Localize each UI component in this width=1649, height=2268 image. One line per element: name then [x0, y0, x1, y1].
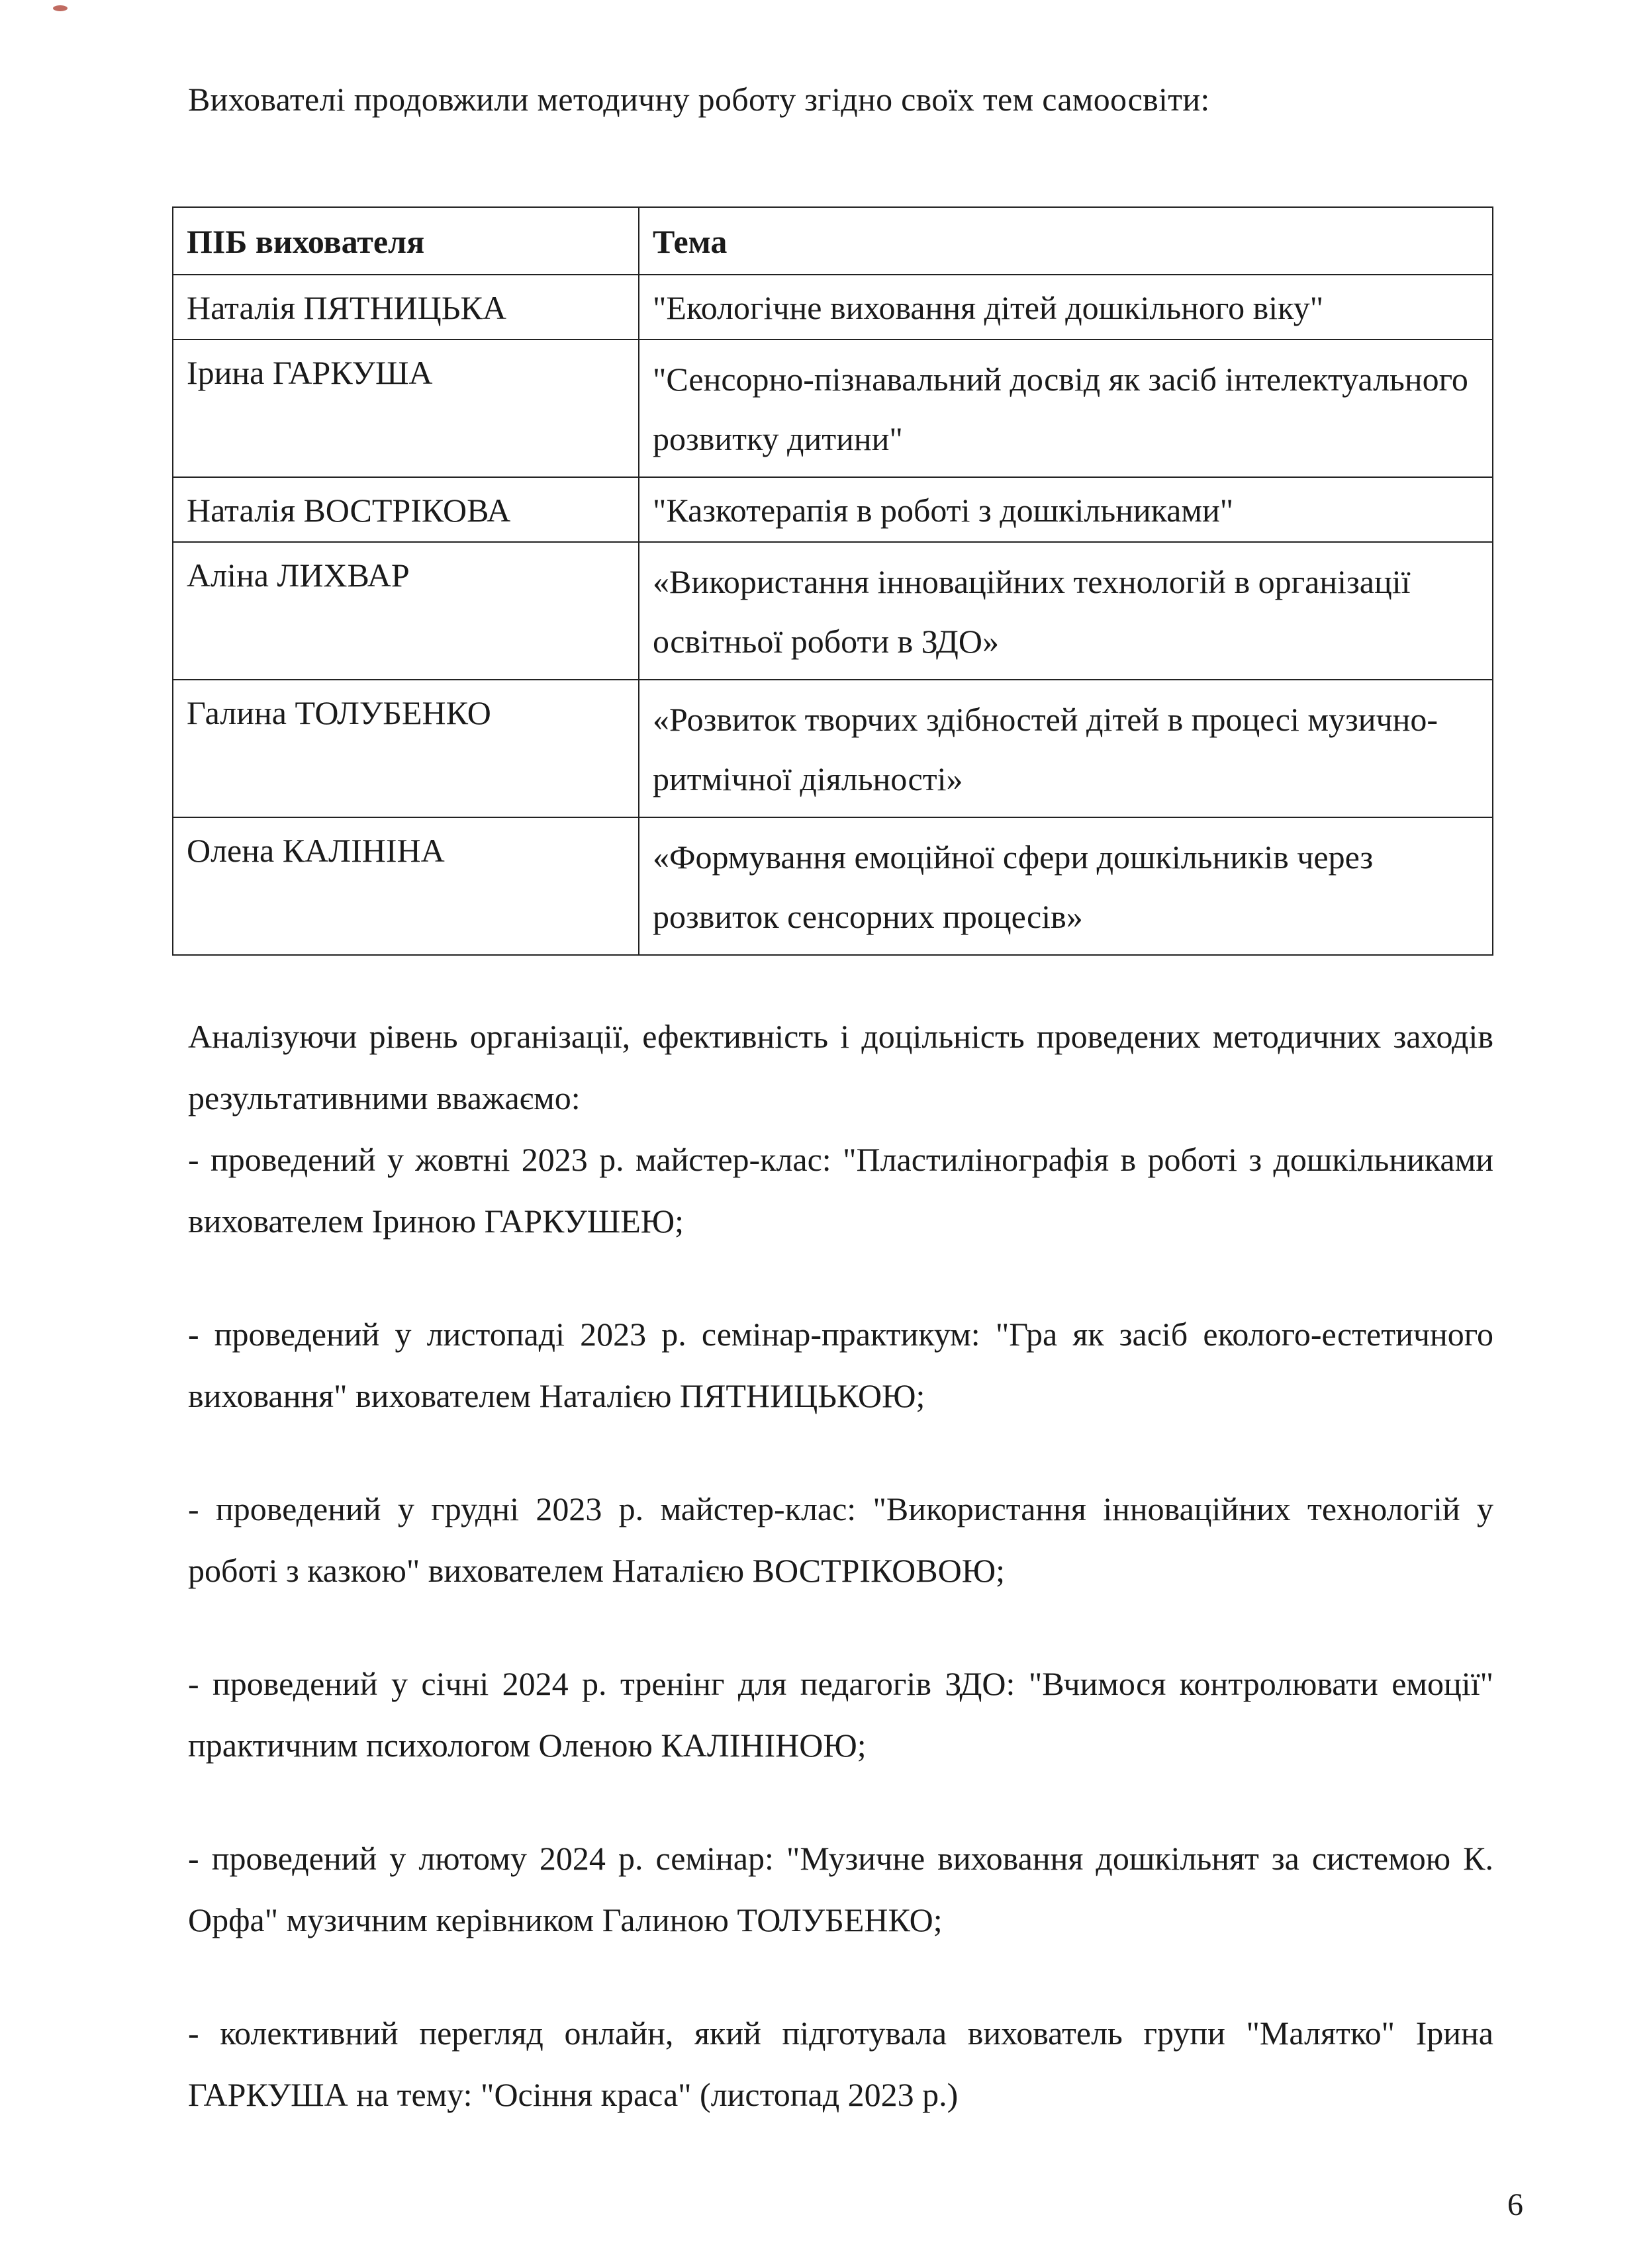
table-row: [173, 477, 1493, 542]
teacher-name-cell: Олена КАЛІНІНА: [173, 817, 639, 955]
topic-cell: "Екологічне виховання дітей дошкільного віку": [639, 275, 1493, 340]
topic-cell: «Використання інноваційних технологій в організації освітньої роботи в ЗДО»: [639, 542, 1493, 680]
topic-cell: «Формування емоційної сфери дошкільників через розвиток сенсорних процесів»: [639, 817, 1493, 955]
table-row: [173, 275, 1493, 340]
table-row: [173, 680, 1493, 817]
analysis-intro: Аналізуючи рівень організації, ефективність і доцільність проведених методичних заходів результативними вважаємо:: [188, 1018, 1493, 1116]
page-number: 6: [1507, 2187, 1523, 2222]
list-item: - проведений у лютому 2024 р. семінар: "Музичне виховання дошкільнят за системою К. Орфа" музичним керівником Галиною ТОЛУБЕНКО;: [188, 1840, 1493, 1938]
list-item: - проведений у грудні 2023 р. майстер-клас: "Використання інноваційних технологій у роботі з казкою" вихователем Наталією ВОСТРІКОВОЮ;: [188, 1490, 1493, 1589]
teacher-name-cell: Галина ТОЛУБЕНКО: [173, 680, 639, 817]
table-header-row: [173, 207, 1493, 275]
intro-paragraph: Вихователі продовжили методичну роботу згідно своїх тем самоосвіти:: [188, 81, 1210, 118]
table-row: [173, 542, 1493, 680]
table-row: [173, 817, 1493, 955]
teacher-name-cell: Ірина ГАРКУША: [173, 340, 639, 477]
teacher-name-cell: Аліна ЛИХВАР: [173, 542, 639, 680]
analysis-section: [188, 1006, 1493, 2126]
header-topic: Тема: [639, 207, 1493, 275]
list-item: - проведений у листопаді 2023 р. семінар-практикум: "Гра як засіб еколого-естетичного виховання" вихователем Наталією ПЯТНИЦЬКОЮ;: [188, 1316, 1493, 1414]
list-item: - колективний перегляд онлайн, який підготувала вихователь групи "Малятко" Ірина ГАРКУША на тему: "Осіння краса" (листопад 2023 р.): [188, 2015, 1493, 2113]
topic-cell: "Казкотерапія в роботі з дошкільниками": [639, 477, 1493, 542]
teacher-name-cell: Наталія ПЯТНИЦЬКА: [173, 275, 639, 340]
topic-cell: "Сенсорно-пізнавальний досвід як засіб інтелектуального розвитку дитини": [639, 340, 1493, 477]
teacher-name-cell: Наталія ВОСТРІКОВА: [173, 477, 639, 542]
topic-cell: «Розвиток творчих здібностей дітей в процесі музично-ритмічної діяльності»: [639, 680, 1493, 817]
list-item: - проведений у жовтні 2023 р. майстер-клас: "Пластилінографія в роботі з дошкільниками вихователем Іриною ГАРКУШЕЮ;: [188, 1141, 1493, 1240]
self-education-table: [172, 206, 1493, 956]
table-row: [173, 340, 1493, 477]
list-item: - проведений у січні 2024 р. тренінг для педагогів ЗДО: "Вчимося контролювати емоції" практичним психологом Оленою КАЛІНІНОЮ;: [188, 1665, 1493, 1764]
ink-speck: [53, 5, 68, 11]
header-teacher-name: ПІБ вихователя: [173, 207, 639, 275]
